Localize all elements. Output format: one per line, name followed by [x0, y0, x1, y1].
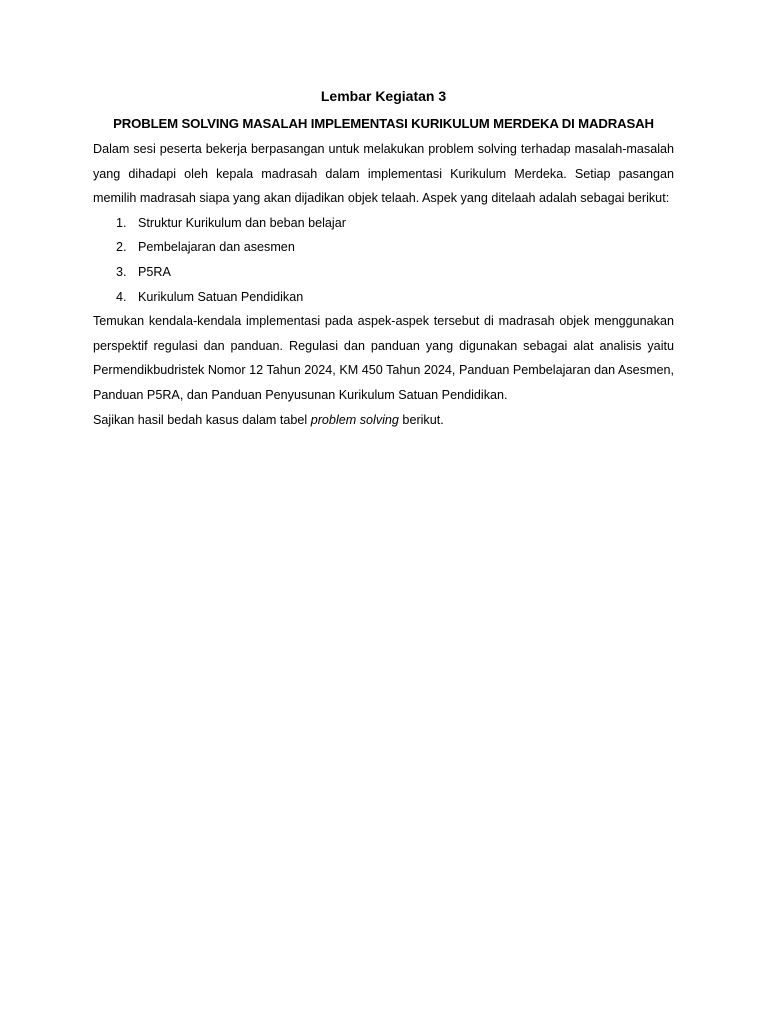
closing-sentence — [93, 408, 674, 433]
list-item-text: Pembelajaran dan asesmen — [138, 240, 295, 255]
list-item-number: 2. — [116, 240, 127, 255]
closing-text-after: berikut. — [398, 412, 444, 427]
list-item — [93, 211, 674, 236]
aspect-list — [93, 211, 674, 309]
list-item-number: 4. — [116, 289, 127, 304]
closing-emphasis: problem solving — [310, 412, 399, 427]
list-item-text: Kurikulum Satuan Pendidikan — [138, 289, 304, 304]
document-page — [93, 86, 674, 432]
list-item-text: Struktur Kurikulum dan beban belajar — [138, 215, 346, 230]
list-item — [93, 235, 674, 260]
document-title: Lembar Kegiatan 3 — [320, 88, 447, 104]
intro-paragraph: Dalam sesi peserta bekerja berpasangan untuk melakukan problem solving terhadap masalah-masalah yang dihadapi oleh kepala madrasah dalam implementasi Kurikulum Merdeka. Setiap pasangan memilih madrasah siapa yang akan dijadikan objek telaah. Aspek yang ditelaah adalah sebagai berikut: — [93, 142, 674, 206]
closing-text-before: Sajikan hasil bedah kasus dalam tabel — [93, 412, 311, 427]
analysis-paragraph: Temukan kendala-kendala implementasi pada aspek-aspek tersebut di madrasah objek menggunakan perspektif regulasi dan panduan. Regulasi dan panduan yang digunakan sebagai alat analisis yaitu Permendikbudristek Nomor 12 Tahun 2024, KM 450 Tahun 2024, Panduan Pembelajaran dan Asesmen, Panduan P5RA, dan Panduan Penyusunan Kurikulum Satuan Pendidikan. — [93, 314, 674, 402]
list-item-number: 3. — [116, 264, 127, 279]
document-subtitle: PROBLEM SOLVING MASALAH IMPLEMENTASI KURIKULUM MERDEKA DI MADRASAH — [113, 116, 654, 131]
list-item — [93, 285, 674, 310]
list-item-number: 1. — [116, 215, 127, 230]
list-item-text: P5RA — [138, 264, 171, 279]
list-item — [93, 260, 674, 285]
